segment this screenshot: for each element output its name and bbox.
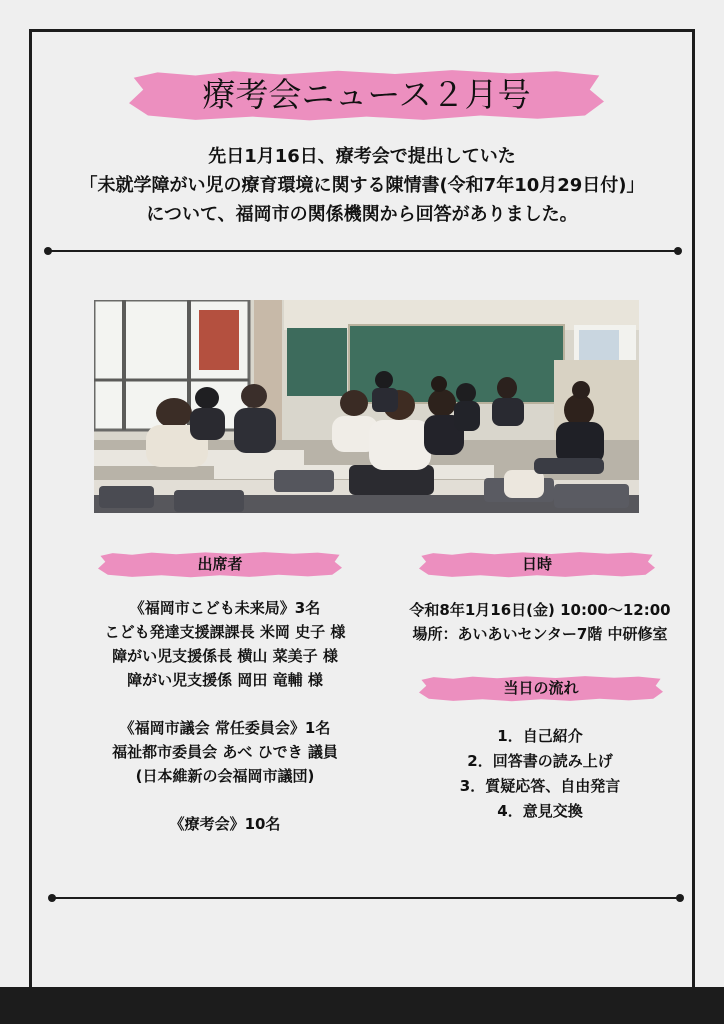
intro-line: 先日1月16日、療考会で提出していた xyxy=(208,146,516,167)
top-divider xyxy=(48,250,678,252)
attendee-line: (日本維新の会福岡市議団) xyxy=(135,767,315,785)
intro-text xyxy=(36,142,688,229)
intro-line: について、福岡市の関係機関から回答がありました。 xyxy=(146,204,578,225)
attendee-line: こども発達支援課課長 米岡 史子 様 xyxy=(104,623,346,641)
flow-heading: 当日の流れ xyxy=(503,679,579,697)
attendee-line: 《療考会》10名 xyxy=(169,815,281,833)
intro-line: 「未就学障がい児の療育環境に関する陳情書(令和7年10月29日付)」 xyxy=(79,175,645,196)
schedule-place: 場所：あいあいセンター7階 中研修室 xyxy=(412,625,668,643)
schedule-datetime: 令和8年1月16日(金) 10:00～12:00 xyxy=(409,601,671,619)
newsletter-title: 療考会ニュース２月号 xyxy=(202,75,531,114)
flow-item: 2．回答書の読み上げ xyxy=(467,752,613,770)
attendee-line: 《福岡市こども未来局》3名 xyxy=(129,599,321,617)
flow-item: 1．自己紹介 xyxy=(497,727,583,745)
attendee-spacer xyxy=(60,692,390,716)
attendees-list xyxy=(60,596,390,836)
flow-item: 4．意見交換 xyxy=(497,802,583,820)
bottom-divider xyxy=(52,897,680,899)
flow-list xyxy=(420,724,660,824)
attendee-line: 《福岡市議会 常任委員会》1名 xyxy=(119,719,331,737)
schedule-heading: 日時 xyxy=(521,555,552,573)
attendee-line: 福祉都市委員会 あべ ひでき 議員 xyxy=(112,743,338,761)
footer-bar xyxy=(0,987,724,1024)
attendees-heading: 出席者 xyxy=(197,555,243,573)
attendee-spacer xyxy=(60,788,390,812)
flow-item: 3．質疑応答、自由発言 xyxy=(459,777,621,795)
attendee-line: 障がい児支援係 岡田 竜輔 様 xyxy=(127,671,323,689)
schedule-details xyxy=(390,598,690,646)
meeting-photo xyxy=(94,300,639,513)
attendee-line: 障がい児支援係長 横山 菜美子 様 xyxy=(112,647,338,665)
